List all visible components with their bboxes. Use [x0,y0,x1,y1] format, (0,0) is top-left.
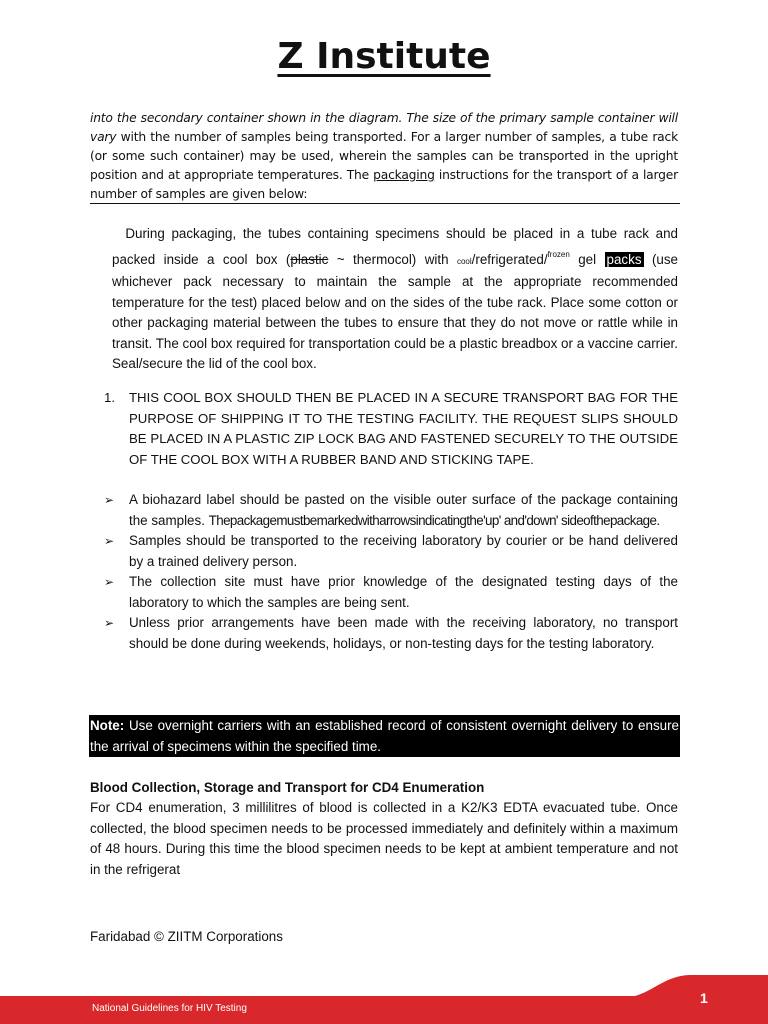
list-item [104,572,678,613]
bullet-list [104,490,678,654]
strikethrough-word: plastic [290,251,329,267]
bullet-text: Unless prior arrangements have been made with the receiving laboratory, no transport should be done during weekends, holidays, or non-testing days for the testing laboratory. [129,615,678,651]
list-item-text: THIS COOL BOX SHOULD THEN BE PLACED IN A SECURE TRANSPORT BAG FOR THE PURPOSE OF SHIPPING IT TO THE TESTING FACILITY. THE REQUEST SLIPS SHOULD BE PLACED IN A PLASTIC ZIP LOCK BAG AND FASTENED SECURELY TO THE OUTSIDE OF THE COOL BOX WITH A RUBBER BAND AND STICKING TAPE. [129,390,678,467]
note-text: Use overnight carriers with an established record of consistent overnight delivery to ensure the arrival of specimens within the specified time. [90,718,679,754]
numbered-list-item [104,388,678,470]
section-heading: Blood Collection, Storage and Transport for CD4 Enumeration [90,780,485,795]
note-label: Note: [90,718,125,733]
bullet-text: The collection site must have prior knowledge of the designated testing days of the laboratory to which the samples are being sent. [129,574,678,610]
bullet-text: A biohazard label should be pasted on the visible outer surface of the package containing the samples. [129,492,678,528]
footer-tab-shape [620,974,768,998]
list-item [104,490,678,531]
intro-text: with the number of samples being transported. For a larger number of samples, a tube rack (or some such container) may be used, wherein the samples can be transported in the upright position and at appropriate temperatures. The [90,130,678,182]
note-box [89,715,680,757]
intro-underlined-word: packaging [373,168,435,182]
section-body: For CD4 enumeration, 3 millilitres of blood is collected in a K2/K3 EDTA evacuated tube. Once collected, the blood specimen needs to be processed immediately and definitely within a maximum of 48 hours. During this time the blood specimen needs to be kept at ambient temperature and not in the refrigerat [90,800,678,877]
bullet-text-condensed: Thepackagemustbemarkedwitharrowsindicatingthe'up' and'down' sideofthepackage. [208,512,660,528]
arrow-bullet-icon: ➢ [104,616,115,630]
packaging-text-2: ~ thermocol) with [328,251,457,267]
list-number: 1. [104,390,115,405]
packaging-text-4: gel [569,251,605,267]
arrow-bullet-icon: ➢ [104,534,115,548]
packaging-text-5: (use whichever pack necessary to maintain the sample at the appropriate recommended temperature for the test) placed below and on the sides of the tube rack. Place some cotton or other packaging material between the tubes to ensure that they do not move or rattle while in transit. The cool box required for transportation could be a plastic breadbox or a vaccine carrier. Seal/secure the lid of the cool box. [112,251,678,371]
highlighted-word: packs [606,251,642,267]
list-item [104,613,678,654]
list-item [104,531,678,572]
arrow-bullet-icon: ➢ [104,493,115,507]
bullet-text: Samples should be transported to the receiving laboratory by courier or be hand delivered by a trained delivery person. [129,533,678,569]
packaging-paragraph [112,224,678,375]
intro-divider [90,203,680,204]
page-title: Z Institute [277,36,491,77]
intro-text-end: instructions for the transport of a larger number of samples are given below: [90,168,678,201]
superscript-frozen: frozen [547,249,570,259]
intro-paragraph [90,109,678,204]
packaging-text-1: During packaging, the tubes containing specimens should be placed in a tube rack and packed inside a cool box ( [112,226,679,267]
arrow-bullet-icon: ➢ [104,575,115,589]
packaging-text-3: /refrigerated/ [471,251,548,267]
page-number: 1 [700,990,708,1006]
footer-label: National Guidelines for HIV Testing [92,1003,247,1014]
small-text-cool: cool [456,256,472,266]
footer-copyright: Faridabad © ZIITM Corporations [90,929,283,944]
intro-italic-text: into the secondary container shown in the diagram. The size of the primary sample container will vary [90,111,678,144]
